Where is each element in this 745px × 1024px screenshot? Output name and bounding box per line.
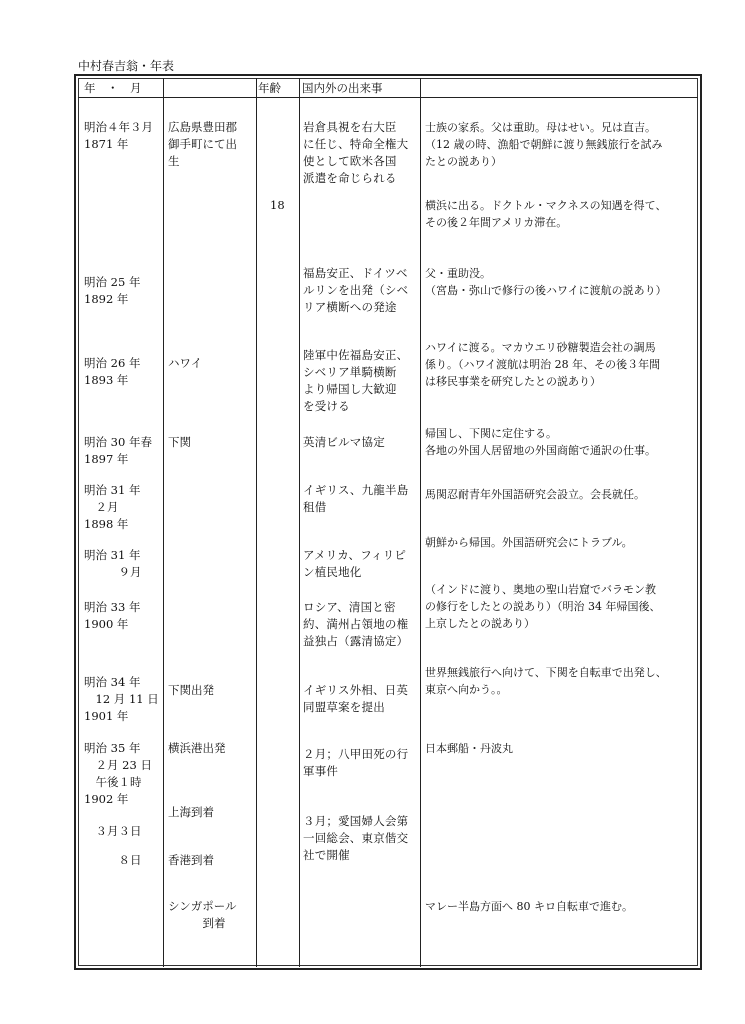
header-events: 国内外の出来事 [302, 81, 383, 95]
row-date: 明治 35 年 ２月 23 日 午後１時 1902 年 [84, 741, 152, 806]
row-note: 世界無銭旅行へ向けて、下関を自転車で出発し、 東京へ向かう。。 [425, 666, 667, 696]
row-world-event: 陸軍中佐福島安正、 シベリア単騎横断 より帰国し大歓迎 を受ける [303, 348, 409, 413]
row-world-event: ロシア、清国と密 約、満州占領地の権 益独占（露清協定） [303, 600, 409, 648]
row-world-event: 福島安正、ドイツベ ルリンを出発（シベ リア横断への発途 [303, 266, 409, 314]
row-date: 明治４年３月 1871 年 [84, 120, 153, 151]
row-place: 香港到着 [168, 853, 214, 867]
row-place: 下関出発 [168, 683, 214, 697]
row-date: ８日 [84, 853, 142, 867]
row-date: 明治 26 年 1893 年 [84, 356, 141, 387]
row-place: 横浜港出発 [168, 741, 226, 755]
row-place: 上海到着 [168, 805, 214, 819]
row-world-event: 岩倉具視を右大臣 に任じ、特命全権大 使として欧米各国 派遣を命じられる [303, 120, 409, 185]
row-note: 士族の家系。父は重助。母はせい。兄は直吉。 （12 歳の時、漁船で朝鮮に渡り無銭旅行を試み たとの説あり） [425, 121, 663, 168]
row-world-event: ３月；愛国婦人会第 一回総会、東京偕交 社で開催 [303, 814, 409, 862]
column-divider [163, 78, 164, 967]
row-note: （インドに渡り、奥地の聖山岩窟でバラモン教 の修行をしたとの説あり）（明治 34 年帰国後、 上京したとの説あり） [425, 583, 661, 630]
row-date: 明治 30 年春 1897 年 [84, 435, 152, 466]
column-divider [256, 78, 257, 967]
row-place: ハワイ [168, 356, 203, 370]
row-world-event: イギリス、九龍半島 租借 [303, 483, 409, 514]
row-world-event: ２月；八甲田死の行 軍事件 [303, 747, 409, 778]
row-note: 朝鮮から帰国。外国語研究会にトラブル。 [425, 536, 633, 549]
row-note: 帰国し、下関に定住する。 各地の外国人居留地の外国商館で通訳の仕事。 [425, 427, 656, 457]
page-title: 中村春吉翁・年表 [78, 59, 175, 73]
row-place: シンガポール 到着 [168, 899, 237, 930]
row-place: 下関 [168, 435, 191, 449]
row-date: 明治 34 年 12 月 11 日 1901 年 [84, 675, 159, 723]
row-date: ３月３日 [84, 824, 142, 838]
row-date: 明治 25 年 1892 年 [84, 275, 141, 306]
row-note: 父・重助没。 （宮島・弥山で修行の後ハワイに渡航の説あり） [425, 267, 667, 297]
row-world-event: 英清ビルマ協定 [303, 435, 385, 449]
column-divider [299, 78, 300, 967]
row-note: ハワイに渡る。マカウエリ砂糖製造会社の調馬 係り。（ハワイ渡航は明治 28 年、その後３年間 は移民事業を研究したとの説あり） [425, 341, 661, 388]
header-age: 年齢 [258, 81, 281, 95]
row-date: 明治 33 年 1900 年 [84, 600, 141, 631]
row-world-event: アメリカ、フィリピ ン植民地化 [303, 548, 407, 579]
row-note: 日本郵船・丹波丸 [425, 742, 513, 755]
row-note: 横浜に出る。ドクトル・マクネスの知遇を得て、 その後２年間アメリカ滞在。 [425, 199, 667, 229]
header-date: 年 ・ 月 [84, 81, 142, 95]
row-world-event: イギリス外相、日英 同盟草案を提出 [303, 683, 409, 714]
row-note: マレー半島方面へ 80 キロ自転車で進む。 [425, 900, 633, 913]
row-date: 明治 31 年 ９月 [84, 548, 142, 579]
row-note: 馬関忍耐青年外国語研究会設立。会長就任。 [425, 488, 645, 501]
row-date: 明治 31 年 ２月 1898 年 [84, 483, 141, 531]
row-age: 18 [270, 198, 285, 212]
row-place: 広島県豊田郡 御手町にて出 生 [168, 120, 237, 168]
header-divider [78, 97, 698, 98]
